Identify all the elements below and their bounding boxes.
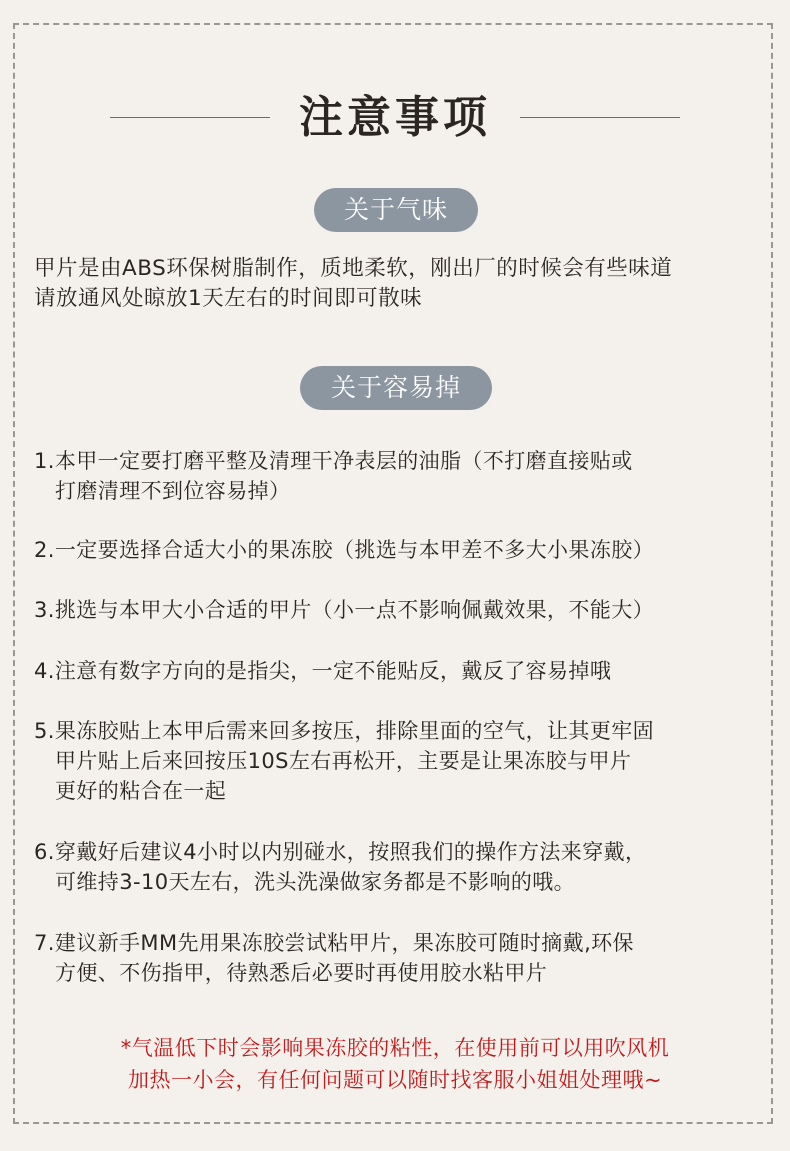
tip-item-5 [34, 716, 774, 806]
tip-item-7 [34, 928, 774, 988]
tip-line: 甲片贴上后来回按压10S左右再松开，主要是让果冻胶与甲片 [55, 749, 632, 773]
tip-line: 7.建议新手MM先用果冻胶尝试粘甲片，果冻胶可随时摘戴,环保 [34, 931, 634, 955]
tip-line: 6.穿戴好后建议4小时以内别碰水，按照我们的操作方法来穿戴， [34, 840, 647, 864]
tip-line: 打磨清理不到位容易掉） [55, 479, 291, 503]
title-divider-right [520, 117, 680, 118]
tip-item-1 [34, 446, 774, 506]
tip-line: 3.挑选与本甲大小合适的甲片（小一点不影响佩戴效果，不能大） [34, 598, 655, 622]
page-title: 注意事项 [299, 92, 491, 143]
tip-line: 可维持3-10天左右，洗头洗澡做家务都是不影响的哦。 [55, 870, 576, 894]
tip-item-4 [34, 656, 774, 686]
tip-item-6 [34, 837, 774, 897]
tip-line: 方便、不伤指甲，待熟悉后必要时再使用胶水粘甲片 [55, 961, 548, 985]
tip-item-2 [34, 535, 774, 565]
title-row [0, 88, 790, 148]
smell-line: 甲片是由ABS环保树脂制作，质地柔软，刚出厂的时候会有些味道 [34, 256, 673, 281]
section-label-smell: 关于气味 [314, 188, 478, 232]
section-label-falling: 关于容易掉 [300, 366, 492, 410]
smell-line: 请放通风处晾放1天左右的时间即可散味 [34, 286, 423, 311]
tip-line: 更好的粘合在一起 [55, 779, 227, 803]
title-divider-left [110, 117, 270, 118]
smell-paragraph [34, 254, 764, 314]
note-line: *气温低下时会影响果冻胶的粘性，在使用前可以用吹风机 [120, 1036, 670, 1060]
tip-line: 1.本甲一定要打磨平整及清理干净表层的油脂（不打磨直接贴或 [34, 449, 633, 473]
tip-line: 5.果冻胶贴上本甲后需来回多按压，排除里面的空气，让其更牢固 [34, 719, 655, 743]
note-line: 加热一小会，有任何问题可以随时找客服小姐姐处理哦~ [127, 1068, 663, 1092]
tip-item-3 [34, 595, 774, 625]
warning-note [0, 1032, 790, 1096]
tip-line: 2.一定要选择合适大小的果冻胶（挑选与本甲差不多大小果冻胶） [34, 538, 655, 562]
tip-line: 4.注意有数字方向的是指尖，一定不能贴反，戴反了容易掉哦 [34, 659, 612, 683]
